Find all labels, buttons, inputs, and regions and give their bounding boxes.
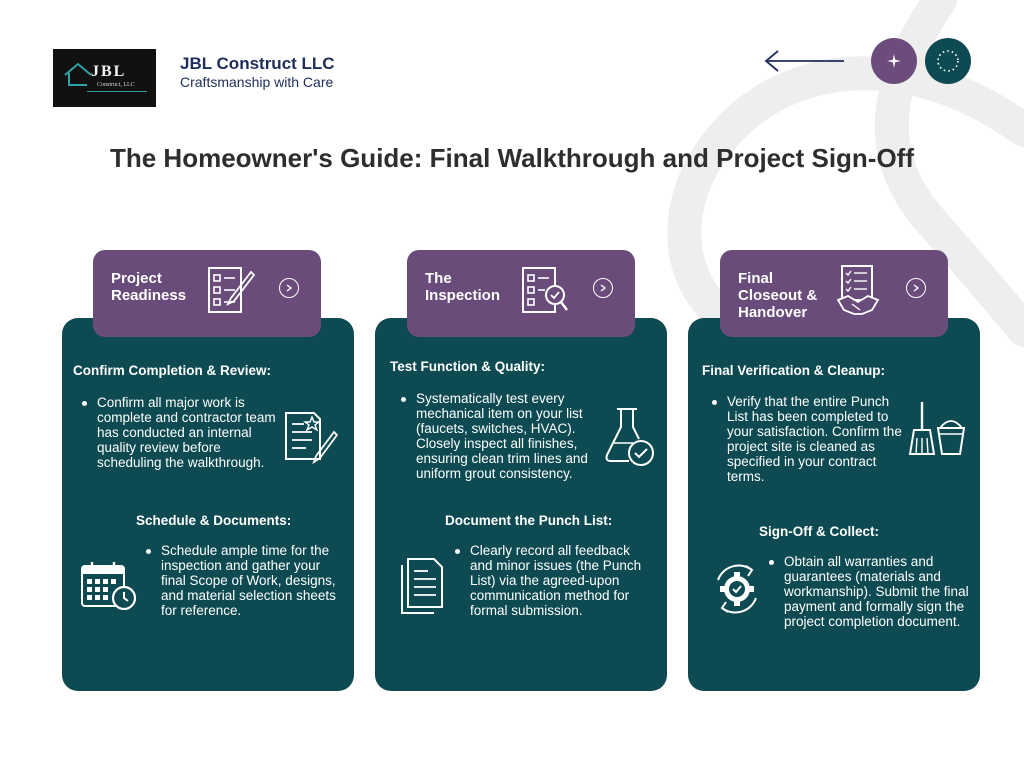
tab-label: Final Closeout & Handover [738, 270, 818, 321]
documents-icon [400, 557, 446, 615]
tab-final-closeout[interactable] [720, 250, 948, 337]
section-heading: Sign-Off & Collect: [759, 524, 879, 539]
brand-tagline: Craftsmanship with Care [180, 74, 334, 90]
checklist-handshake-icon [832, 264, 884, 316]
logo-subtext: Construct, LLC [97, 82, 135, 88]
section-heading: Final Verification & Cleanup: [702, 363, 886, 378]
logo-letters: JBL [91, 63, 127, 80]
document-star-pencil-icon [282, 410, 338, 464]
page-title: The Homeowner's Guide: Final Walkthrough and Project Sign-Off [109, 143, 915, 173]
tab-chevron[interactable] [279, 278, 299, 298]
bullet-text: Schedule ample time for the inspection and gather your final Scope of Work, designs, and material selection sheets for reference. [143, 543, 343, 618]
section-heading: Schedule & Documents: [136, 513, 292, 528]
checklist-pencil-icon [205, 264, 257, 316]
flask-check-icon [603, 405, 659, 469]
chevron-right-icon [599, 284, 607, 292]
house-outline-icon [63, 61, 93, 87]
section-heading: Confirm Completion & Review: [73, 363, 272, 378]
bullet-text: Confirm all major work is complete and contractor team has conducted an internal quality review before scheduling the walkthrough. [79, 395, 279, 470]
bullet-text: Clearly record all feedback and minor issues (the Punch List) via the agreed-upon communication method for formal submission. [452, 543, 642, 618]
tab-chevron[interactable] [593, 278, 613, 298]
back-arrow-icon[interactable] [762, 49, 848, 73]
section-heading: Test Function & Quality: [390, 359, 545, 374]
sparkle-icon [887, 54, 901, 68]
brand-name: JBL Construct LLC [180, 54, 335, 73]
sparkle-button[interactable] [871, 38, 917, 84]
bullet-text: Obtain all warranties and guarantees (materials and workmanship). Submit the final payment and formally sign the project completion document. [766, 554, 970, 629]
gear-check-cycle-icon [708, 560, 766, 618]
broom-bucket-icon [908, 400, 968, 458]
dotted-circle-icon [936, 49, 960, 73]
bullet-text: Systematically test every mechanical item on your list (faucets, switches, HVAC). Closely inspect all finishes, ensuring clean trim lines and uniform grout consistency. [398, 391, 598, 481]
checklist-magnifier-icon [519, 264, 571, 316]
tab-label: Project Readiness [111, 270, 187, 304]
chevron-right-icon [912, 284, 920, 292]
bullet-text: Verify that the entire Punch List has been completed to your satisfaction. Confirm the project site is cleaned as specified in your contract terms. [709, 394, 903, 484]
tab-project-readiness[interactable] [93, 250, 321, 337]
section-heading: Document the Punch List: [445, 513, 613, 528]
calendar-clock-icon [80, 560, 138, 610]
company-logo [53, 49, 156, 107]
tab-the-inspection[interactable] [407, 250, 635, 337]
chevron-right-icon [285, 284, 293, 292]
loader-button[interactable] [925, 38, 971, 84]
tab-chevron[interactable] [906, 278, 926, 298]
tab-label: The Inspection [425, 270, 501, 304]
